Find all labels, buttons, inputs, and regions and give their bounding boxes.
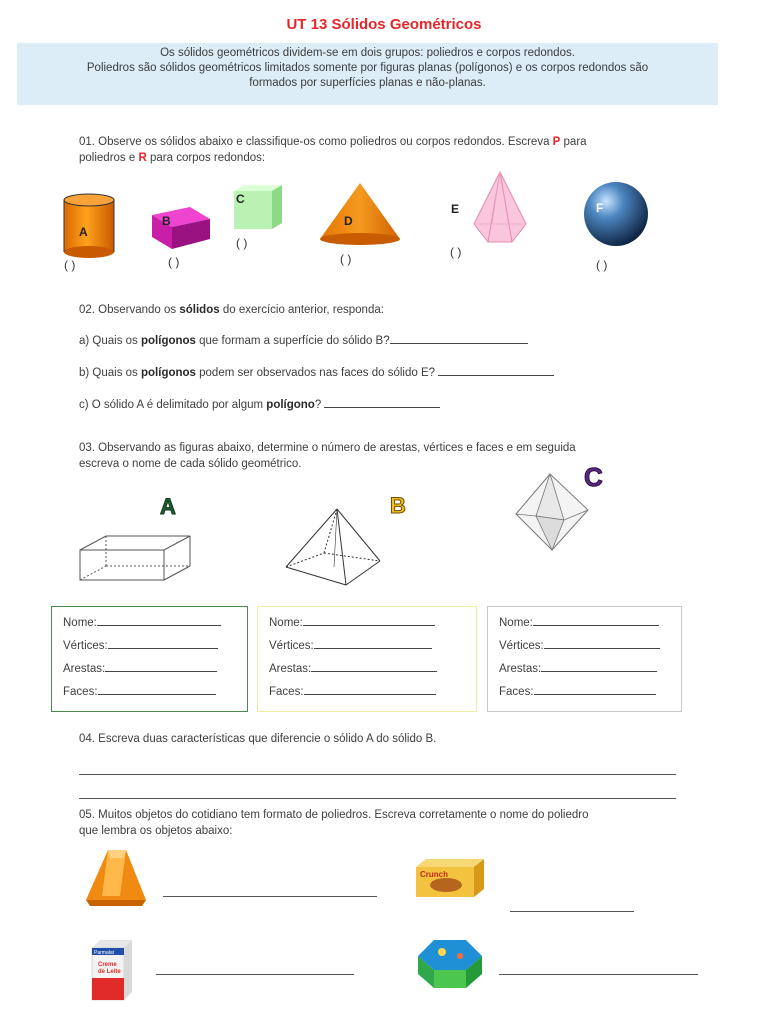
q2-intro-a: 02. Observando os <box>79 304 180 316</box>
figure-b-label: B <box>390 493 406 518</box>
object-orange-prism <box>80 846 150 908</box>
question-2c <box>79 397 440 413</box>
solid-b-label: B <box>162 214 171 228</box>
q2b-text-2: podem ser observados nas faces do sólido E? <box>195 367 439 379</box>
milk-label-2: de Leite <box>98 969 121 975</box>
object-hexagonal-box <box>412 934 488 994</box>
intro-box <box>17 43 718 105</box>
solid-e-label: E <box>451 202 460 216</box>
solid-b-box <box>148 203 214 253</box>
box-a-nome[interactable]: Nome: <box>63 615 221 629</box>
solid-d-answer[interactable]: ( ) <box>340 252 352 266</box>
q1-text-b: para <box>560 136 587 148</box>
intro-line-2: Poliedros são sólidos geométricos limitados somente por figuras planas (polígonos) e os corpos redondos são <box>86 62 649 74</box>
box-b-vertices[interactable]: Vértices: <box>269 638 432 652</box>
box-b-faces[interactable]: Faces: <box>269 684 436 698</box>
question-2-intro <box>79 302 384 318</box>
milk-brand-text: Parmalat <box>94 950 115 956</box>
answer-box-a <box>51 606 248 712</box>
q2-intro-c: do exercício anterior, responda: <box>219 304 384 316</box>
solid-d-cone <box>318 181 404 247</box>
question-1-text <box>79 134 689 166</box>
milk-label-1: Creme <box>98 962 117 968</box>
box-b-nome[interactable]: Nome: <box>269 615 435 629</box>
box-b-arestas[interactable]: Arestas: <box>269 661 437 675</box>
solid-f-label: F <box>596 201 604 215</box>
figure-c-octahedron <box>512 472 592 552</box>
box-a-faces[interactable]: Faces: <box>63 684 216 698</box>
q2b-bold: polígonos <box>141 367 196 379</box>
figure-a-label: A <box>160 494 176 519</box>
box-a-arestas[interactable]: Arestas: <box>63 661 217 675</box>
solid-d-label: D <box>344 214 353 228</box>
q2a-text-2: que formam a superfície do sólido B? <box>195 335 390 347</box>
q1-p-letter: P <box>552 136 561 148</box>
q3-line-2: escreva o nome de cada sólido geométrico. <box>79 458 302 470</box>
figure-b-pyramid <box>282 505 386 591</box>
cereal-box-brand: Crunch <box>420 870 448 879</box>
box-c-vertices[interactable]: Vértices: <box>499 638 660 652</box>
object-milk-carton <box>84 938 136 1004</box>
intro-line-1: Os sólidos geométricos dividem-se em dois grupos: poliedros e corpos redondos. <box>160 47 575 59</box>
q5-answer-line-4[interactable] <box>499 974 698 975</box>
box-c-arestas[interactable]: Arestas: <box>499 661 657 675</box>
q1-text-a: 01. Observe os sólidos abaixo e classifique-os como poliedros ou corpos redondos. Escreva <box>79 136 553 148</box>
question-2b <box>79 365 554 381</box>
q2a-text-1: a) Quais os <box>79 335 141 347</box>
solid-a-answer[interactable]: ( ) <box>64 258 76 272</box>
q4-answer-line-1[interactable] <box>79 774 676 775</box>
q2c-text-2: ? <box>314 399 325 411</box>
box-c-nome[interactable]: Nome: <box>499 615 659 629</box>
solid-e-answer[interactable]: ( ) <box>450 245 462 259</box>
solid-a-label: A <box>79 225 88 239</box>
box-a-vertices[interactable]: Vértices: <box>63 638 218 652</box>
q5-line-2: que lembra os objetos abaixo: <box>79 825 233 837</box>
solid-e-pyramid <box>448 168 534 246</box>
q2a-bold: polígonos <box>141 335 196 347</box>
figure-a-prism <box>76 532 194 584</box>
q2c-text-1: c) O sólido A é delimitado por algum <box>79 399 267 411</box>
q1-r-letter: R <box>138 152 147 164</box>
solid-a-cylinder <box>58 190 120 260</box>
q5-answer-line-3[interactable] <box>156 974 354 975</box>
q4-answer-line-2[interactable] <box>79 798 676 799</box>
q2b-text-1: b) Quais os <box>79 367 141 379</box>
solid-f-sphere <box>582 180 650 248</box>
q2c-bold: polígono <box>266 399 315 411</box>
q1-text-d: para corpos redondos: <box>146 152 266 164</box>
answer-box-b <box>257 606 477 712</box>
object-cereal-box <box>412 855 486 901</box>
q5-line-1: 05. Muitos objetos do cotidiano tem formato de poliedros. Escreva corretamente o nome do poliedro <box>79 809 589 821</box>
q2a-answer-line[interactable] <box>390 333 528 344</box>
question-3-text <box>79 440 699 472</box>
question-2a <box>79 333 528 349</box>
solid-c-answer[interactable]: ( ) <box>236 236 248 250</box>
q2c-answer-line[interactable] <box>324 397 440 408</box>
page-title: UT 13 Sólidos Geométricos <box>286 16 482 33</box>
q1-text-c: poliedros e <box>79 152 139 164</box>
question-5-text <box>79 807 699 839</box>
box-c-faces[interactable]: Faces: <box>499 684 656 698</box>
q5-answer-line-2[interactable] <box>510 911 634 912</box>
q2-intro-b: sólidos <box>179 304 220 316</box>
q2b-answer-line[interactable] <box>438 365 554 376</box>
figure-c-label: C <box>584 462 603 492</box>
question-4-text: 04. Escreva duas características que diferencie o sólido A do sólido B. <box>79 733 437 745</box>
answer-box-c <box>487 606 682 712</box>
intro-line-3: formados por superfícies planas e não-planas. <box>249 77 486 89</box>
solid-b-answer[interactable]: ( ) <box>168 255 180 269</box>
solid-f-answer[interactable]: ( ) <box>596 258 608 272</box>
solid-c-label: C <box>236 192 245 206</box>
q3-line-1: 03. Observando as figuras abaixo, determine o número de arestas, vértices e faces e em seguida <box>79 442 576 454</box>
solid-c-cube <box>230 183 288 233</box>
q5-answer-line-1[interactable] <box>163 896 377 897</box>
